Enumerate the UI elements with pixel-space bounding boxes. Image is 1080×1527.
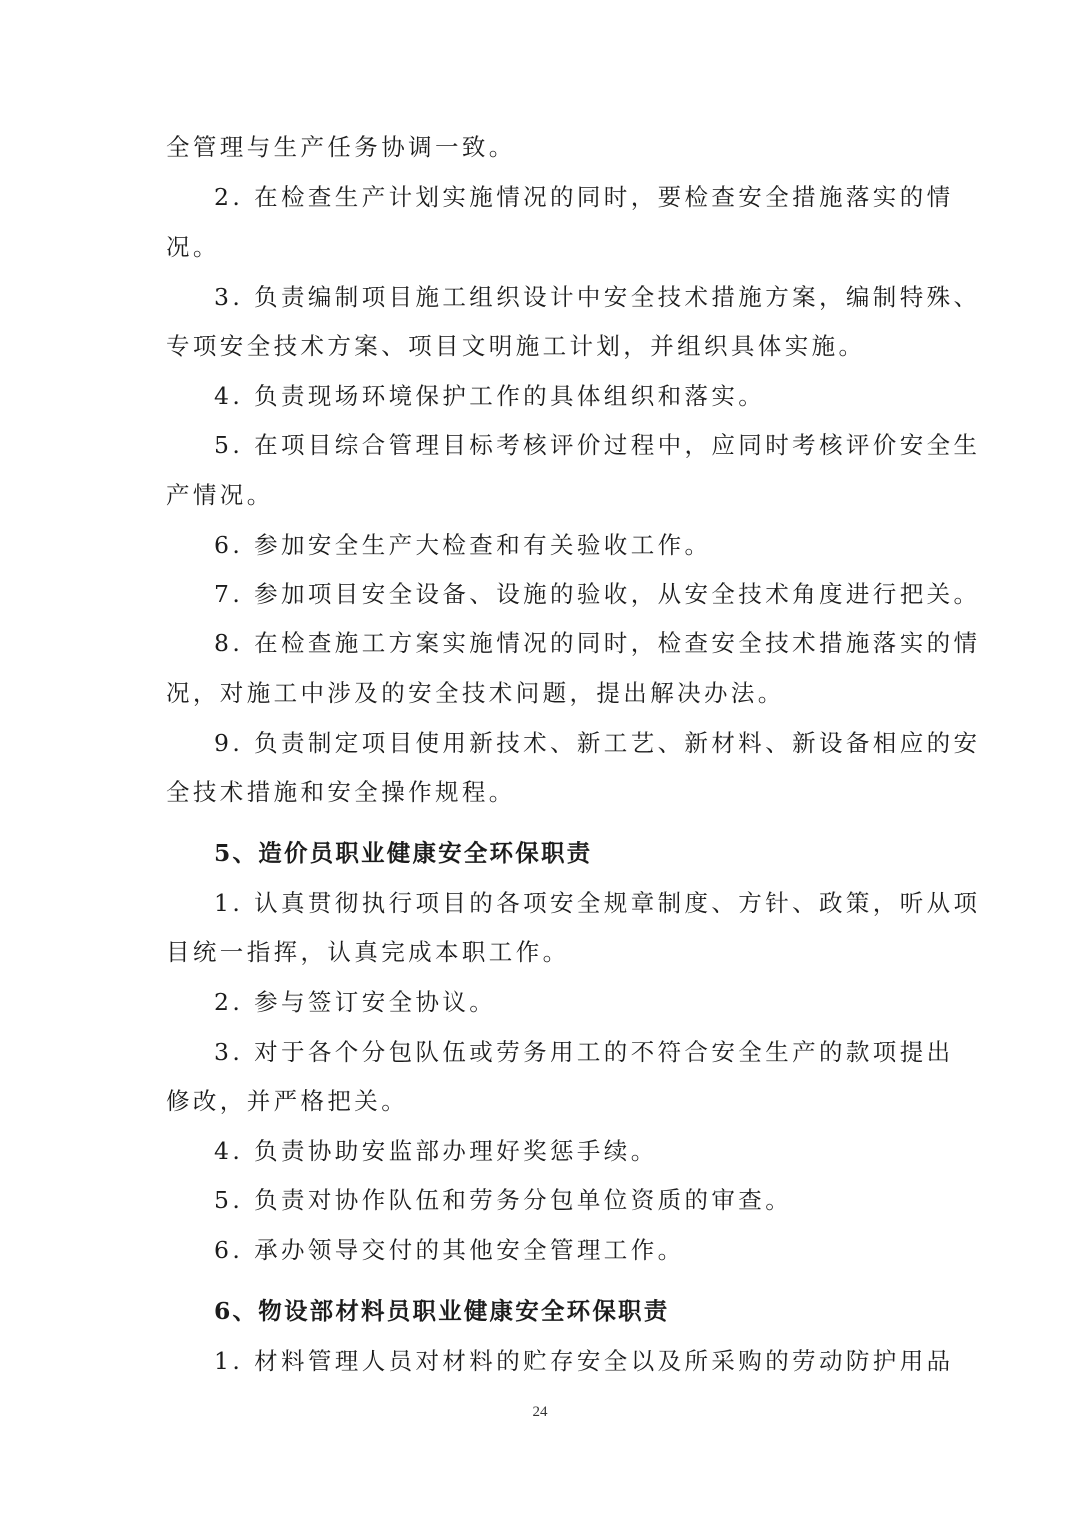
- list-item: 2. 参与签订安全协议。: [214, 988, 497, 1016]
- list-item: 2. 在检查生产计划实施情况的同时，要检查安全措施落实的情: [214, 183, 954, 211]
- text-line: 全管理与生产任务协调一致。: [166, 133, 516, 161]
- text-line: 专项安全技术方案、项目文明施工计划，并组织具体实施。: [166, 332, 866, 360]
- list-item: 9. 负责制定项目使用新技术、新工艺、新材料、新设备相应的安: [214, 729, 981, 757]
- text-line: 目统一指挥，认真完成本职工作。: [166, 938, 570, 966]
- text-line: 产情况。: [166, 481, 274, 509]
- list-item: 6. 承办领导交付的其他安全管理工作。: [214, 1236, 685, 1264]
- list-item: 7. 参加项目安全设备、设施的验收，从安全技术角度进行把关。: [214, 580, 981, 608]
- section-heading: 6、物设部材料员职业健康安全环保职责: [214, 1297, 670, 1325]
- text-line: 全技术措施和安全操作规程。: [166, 778, 516, 806]
- list-item: 1. 认真贯彻执行项目的各项安全规章制度、方针、政策，听从项: [214, 889, 981, 917]
- section-heading: 5、造价员职业健康安全环保职责: [214, 839, 593, 867]
- list-item: 3. 对于各个分包队伍或劳务用工的不符合安全生产的款项提出: [214, 1038, 954, 1066]
- list-item: 4. 负责协助安监部办理好奖惩手续。: [214, 1137, 658, 1165]
- list-item: 4. 负责现场环境保护工作的具体组织和落实。: [214, 382, 766, 410]
- list-item: 3. 负责编制项目施工组织设计中安全技术措施方案，编制特殊、: [214, 283, 981, 311]
- page-number: 24: [532, 1404, 548, 1420]
- list-item: 8. 在检查施工方案实施情况的同时，检查安全技术措施落实的情: [214, 629, 981, 657]
- text-line: 况，对施工中涉及的安全技术问题，提出解决办法。: [166, 679, 785, 707]
- text-line: 况。: [166, 233, 220, 261]
- list-item: 1. 材料管理人员对材料的贮存安全以及所采购的劳动防护用品: [214, 1347, 954, 1375]
- text-line: 修改，并严格把关。: [166, 1087, 409, 1115]
- list-item: 6. 参加安全生产大检查和有关验收工作。: [214, 531, 712, 559]
- list-item: 5. 负责对协作队伍和劳务分包单位资质的审查。: [214, 1186, 793, 1214]
- list-item: 5. 在项目综合管理目标考核评价过程中，应同时考核评价安全生: [214, 431, 981, 459]
